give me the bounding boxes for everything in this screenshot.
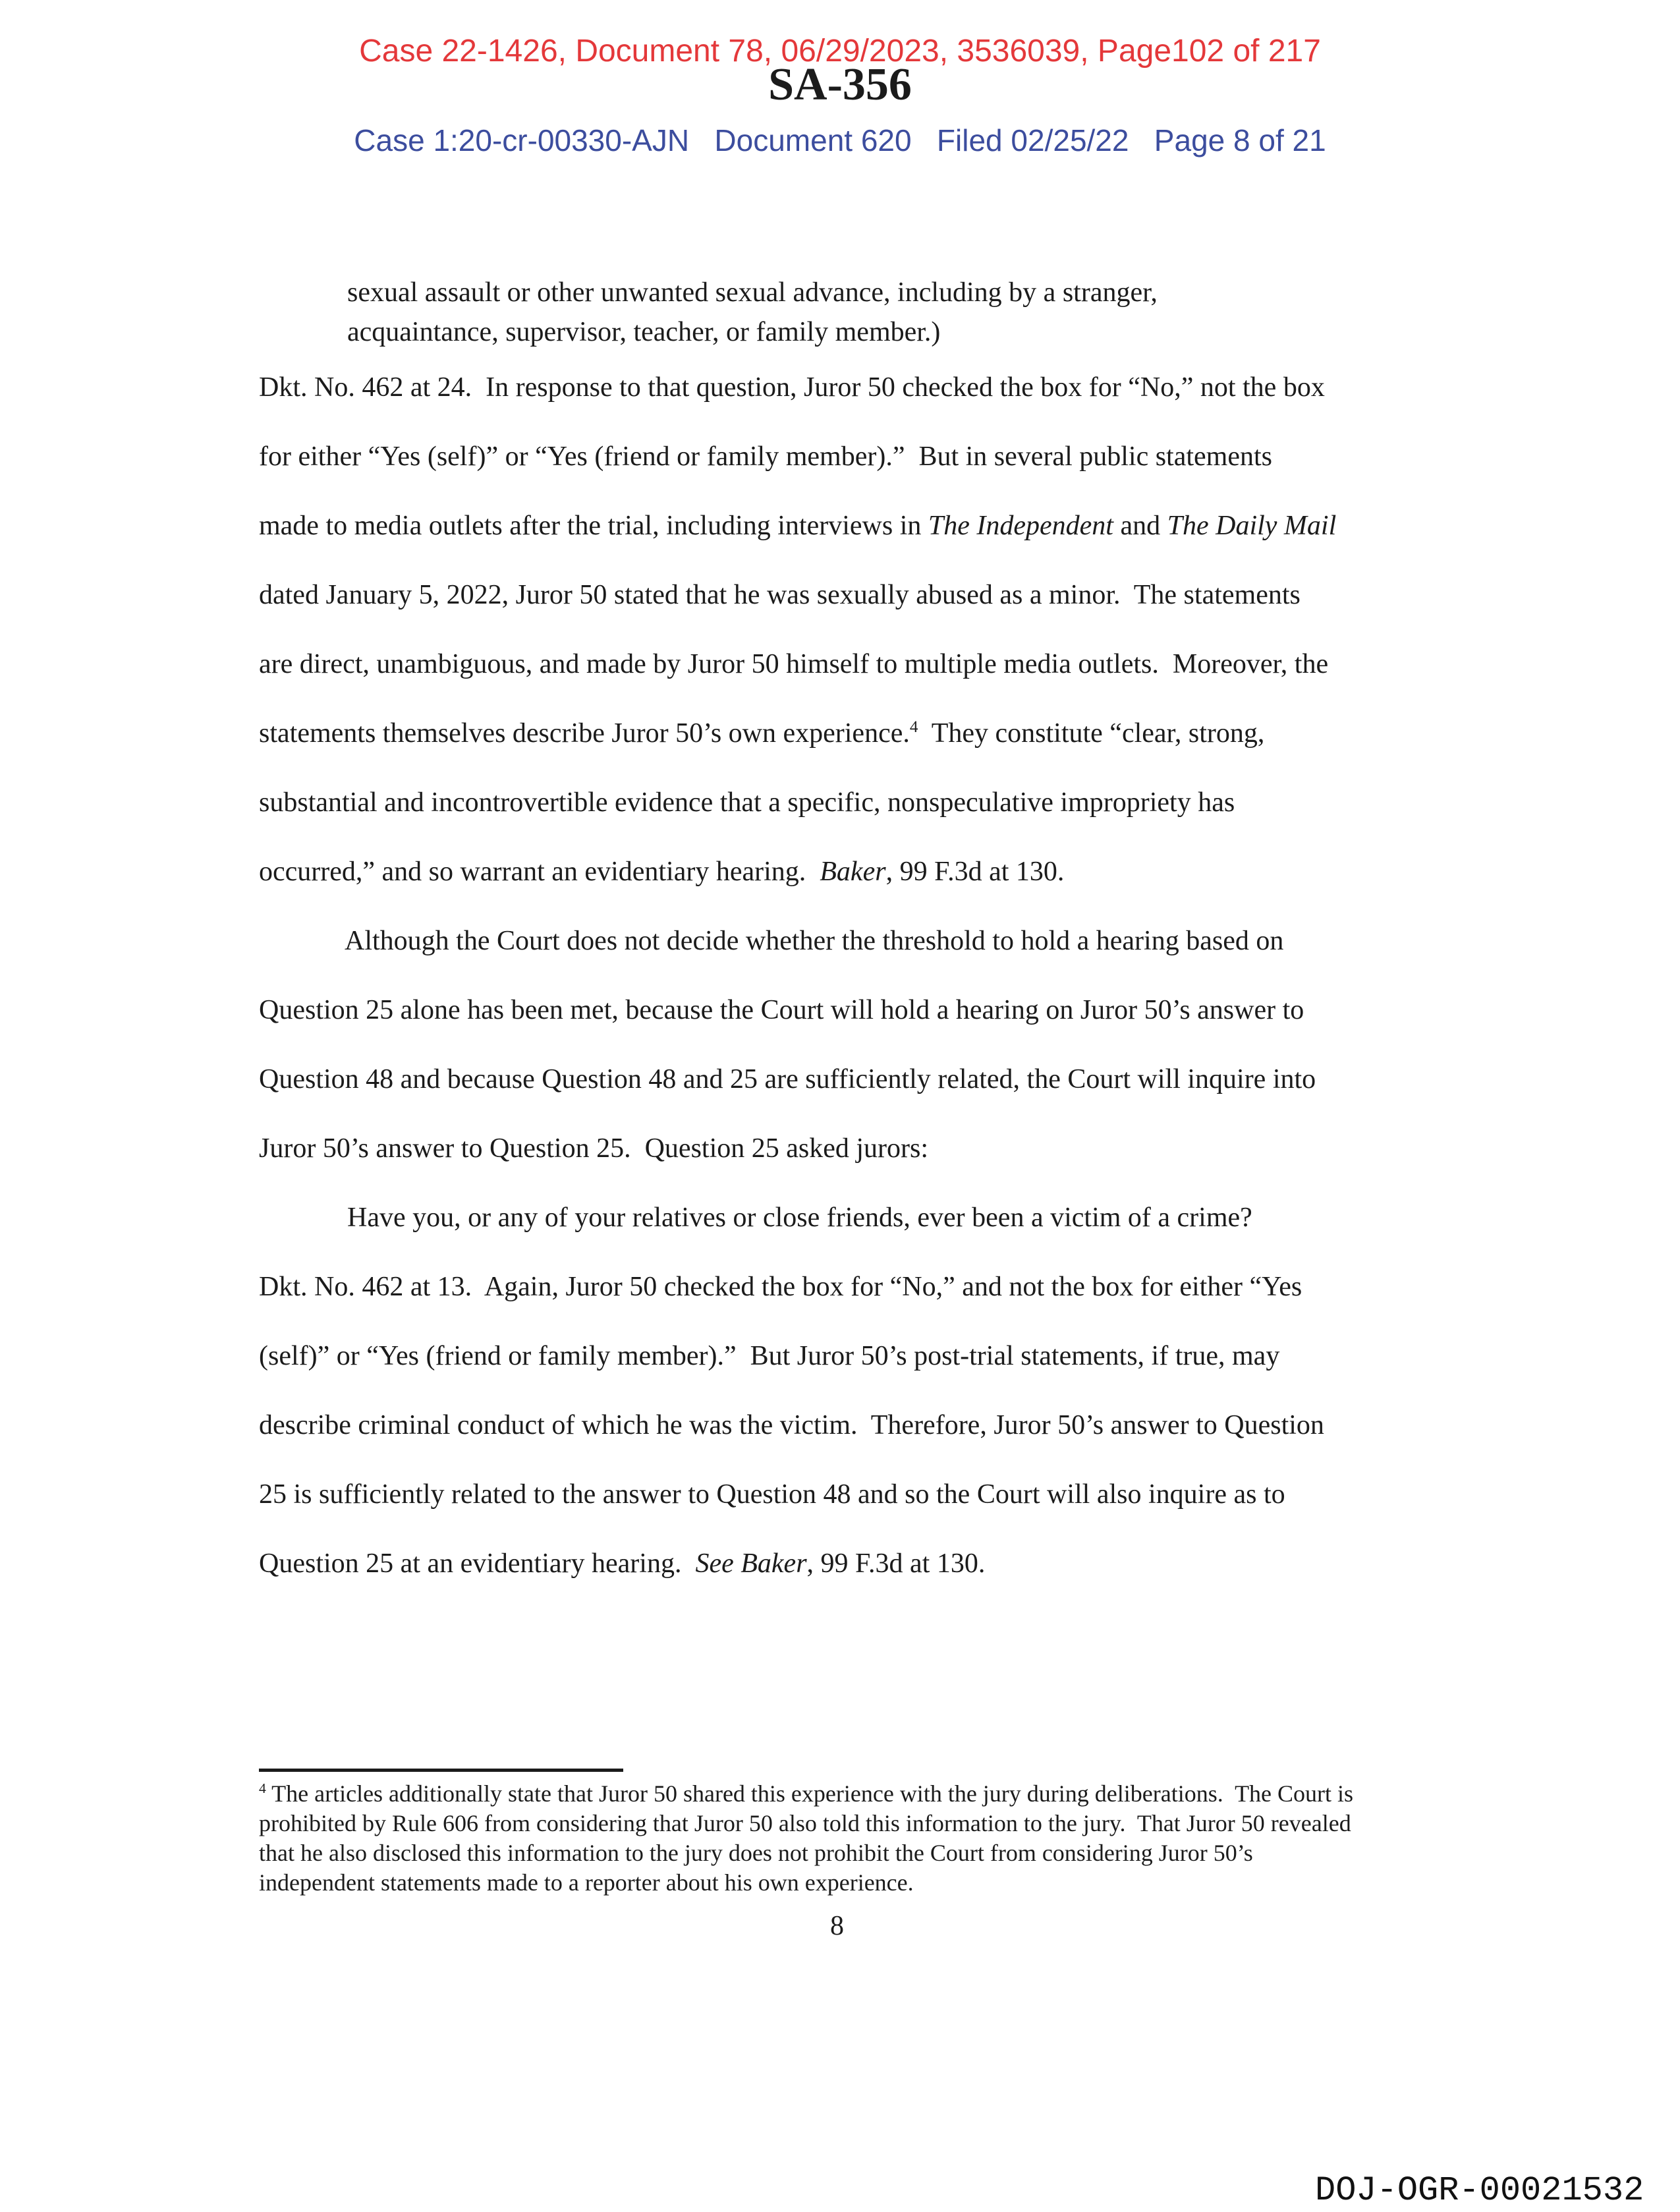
text-line: Dkt. No. 462 at 24. In response to that question, Juror 50 checked the box for “No,” not the box	[259, 372, 1325, 403]
page-number: 8	[830, 1911, 844, 1941]
text-line: 25 is sufficiently related to the answer to Question 48 and so the Court will also inquire as to	[259, 1479, 1285, 1510]
text-line: (self)” or “Yes (friend or family member).” But Juror 50’s post-trial statements, if true, may	[259, 1341, 1280, 1371]
text-line: acquaintance, supervisor, teacher, or family member.)	[347, 317, 941, 347]
footnote-4	[259, 1779, 1451, 1898]
text-line: that he also disclosed this information to the jury does not prohibit the Court from considering Juror 50’s	[259, 1840, 1253, 1866]
bates-stamp: DOJ-OGR-00021532	[1315, 2171, 1644, 2210]
text-line: dated January 5, 2022, Juror 50 stated that he was sexually abused as a minor. The statements	[259, 580, 1301, 610]
text-line: Question 25 at an evidentiary hearing. See Baker, 99 F.3d at 130.	[259, 1548, 986, 1579]
text-line: independent statements made to a reporter about his own experience.	[259, 1869, 914, 1896]
text-line: Have you, or any of your relatives or close friends, ever been a victim of a crime?	[347, 1203, 1252, 1233]
text-line: describe criminal conduct of which he was the victim. Therefore, Juror 50’s answer to Question	[259, 1410, 1324, 1440]
text-line: Question 48 and because Question 48 and 25 are sufficiently related, the Court will inquire into	[259, 1064, 1316, 1094]
text-line: Juror 50’s answer to Question 25. Question 25 asked jurors:	[259, 1133, 929, 1164]
text-line: substantial and incontrovertible evidence that a specific, nonspeculative impropriety has	[259, 787, 1235, 818]
text-line: occurred,” and so warrant an evidentiary hearing. Baker, 99 F.3d at 130.	[259, 857, 1065, 887]
text-line: $^4$ The articles additionally state that Juror 50 shared this experience with the jury during deliberations. The Court is	[259, 1780, 1354, 1807]
text-line: sexual assault or other unwanted sexual advance, including by a stranger,	[347, 277, 1158, 308]
text-line: made to media outlets after the trial, including interviews in The Independent and The Daily Mail	[259, 511, 1337, 541]
text-line: are direct, unambiguous, and made by Juror 50 himself to multiple media outlets. Moreover, the	[259, 649, 1329, 679]
text-line: statements themselves describe Juror 50’s own experience.$^4$ They constitute “clear, strong,	[259, 718, 1265, 749]
text-line: Question 25 alone has been met, because the Court will hold a hearing on Juror 50’s answer to	[259, 995, 1304, 1025]
footnote-separator	[259, 1769, 623, 1772]
text-line: Although the Court does not decide whether the threshold to hold a hearing based on	[345, 926, 1284, 956]
block-quote-question-48	[347, 273, 1158, 352]
text-line: prohibited by Rule 606 from considering that Juror 50 also told this information to the jury. That Juror 50 revealed	[259, 1810, 1351, 1836]
text-line: Dkt. No. 462 at 13. Again, Juror 50 checked the box for “No,” and not the box for either “Yes	[259, 1272, 1302, 1302]
district-header: Case 1:20-cr-00330-AJN Document 620 Filed 02/25/22 Page 8 of 21	[354, 123, 1326, 157]
body-text	[259, 353, 1451, 1599]
appellate-header: Case 22-1426, Document 78, 06/29/2023, 3536039, Page102 of 217	[359, 34, 1321, 69]
sa-page-label: SA-356	[768, 59, 912, 110]
text-line: for either “Yes (self)” or “Yes (friend or family member).” But in several public statements	[259, 441, 1273, 472]
